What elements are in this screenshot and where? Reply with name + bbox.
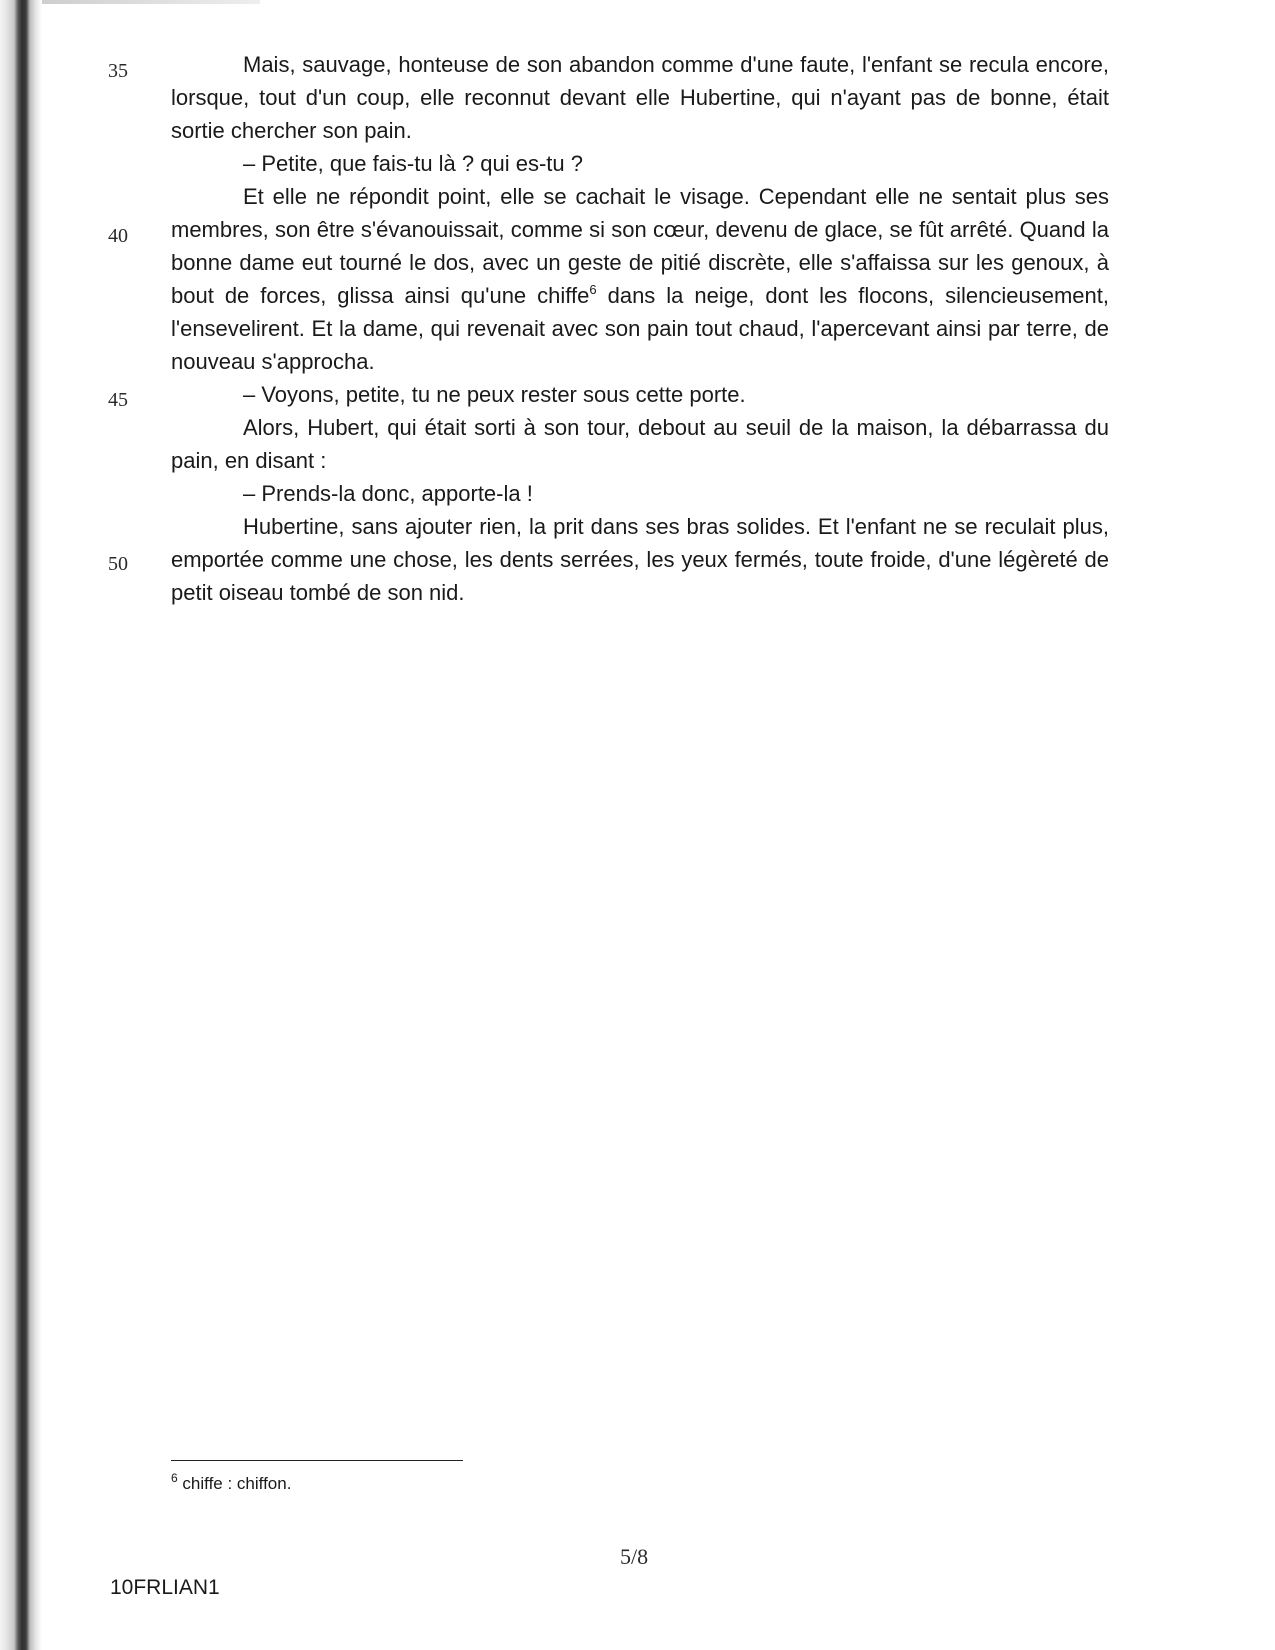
line-number-45: 45	[108, 389, 128, 411]
scan-binding-shadow	[0, 0, 42, 1650]
footnote	[171, 1471, 292, 1494]
paragraph-7: Hubertine, sans ajouter rien, la prit dans ses bras solides. Et l'enfant ne se reculait plus, emportée comme une chose, les dents serrées, les yeux fermés, toute froide, d'une légèreté de petit oiseau tombé de son nid.	[171, 514, 1109, 605]
footnote-reference: 6	[589, 282, 597, 297]
line-number-50: 50	[108, 553, 128, 575]
footnote-separator	[171, 1460, 463, 1461]
document-code: 10FRLIAN1	[110, 1576, 220, 1599]
footnote-marker: 6	[171, 1471, 178, 1485]
line-number-35: 35	[108, 60, 128, 82]
literary-text	[171, 48, 1109, 609]
footnote-text: chiffe : chiffon.	[182, 1474, 292, 1493]
paragraph-1: Mais, sauvage, honteuse de son abandon comme d'une faute, l'enfant se recula encore, lorsque, tout d'un coup, elle reconnut devant elle Hubertine, qui n'ayant pas de bonne, était sortie chercher son pain.	[171, 52, 1109, 143]
dialogue-prends: – Prends-la donc, apporte-la !	[243, 481, 533, 506]
dialogue-petite: – Petite, que fais-tu là ? qui es-tu ?	[243, 151, 583, 176]
paragraph-3	[171, 180, 1109, 378]
line-number-40: 40	[108, 225, 128, 247]
page-number: 5/8	[620, 1544, 649, 1569]
paragraph-5: Alors, Hubert, qui était sorti à son tour, debout au seuil de la maison, la débarrassa du pain, en disant :	[171, 415, 1109, 473]
paragraph-3-part-1: Et elle ne répondit point, elle se cachait le visage. Cependant elle ne sentait plus ses membres, son être s'évanouissait, comme si son cœur, devenu de glace, se fût arrêté. Quand la bonne dame eut tourné le dos, avec un geste de pitié discrète, elle s'affaissa sur les genoux, à bout de forces, glissa ainsi qu'une chiffe	[171, 184, 1109, 308]
paragraph-3-part-2: dans la neige, dont les flocons, silencieusement, l'ensevelirent. Et la dame, qui revenait avec son pain tout chaud, l'apercevant ainsi par terre, de nouveau s'approcha.	[171, 283, 1109, 374]
dialogue-voyons: – Voyons, petite, tu ne peux rester sous cette porte.	[243, 382, 746, 407]
